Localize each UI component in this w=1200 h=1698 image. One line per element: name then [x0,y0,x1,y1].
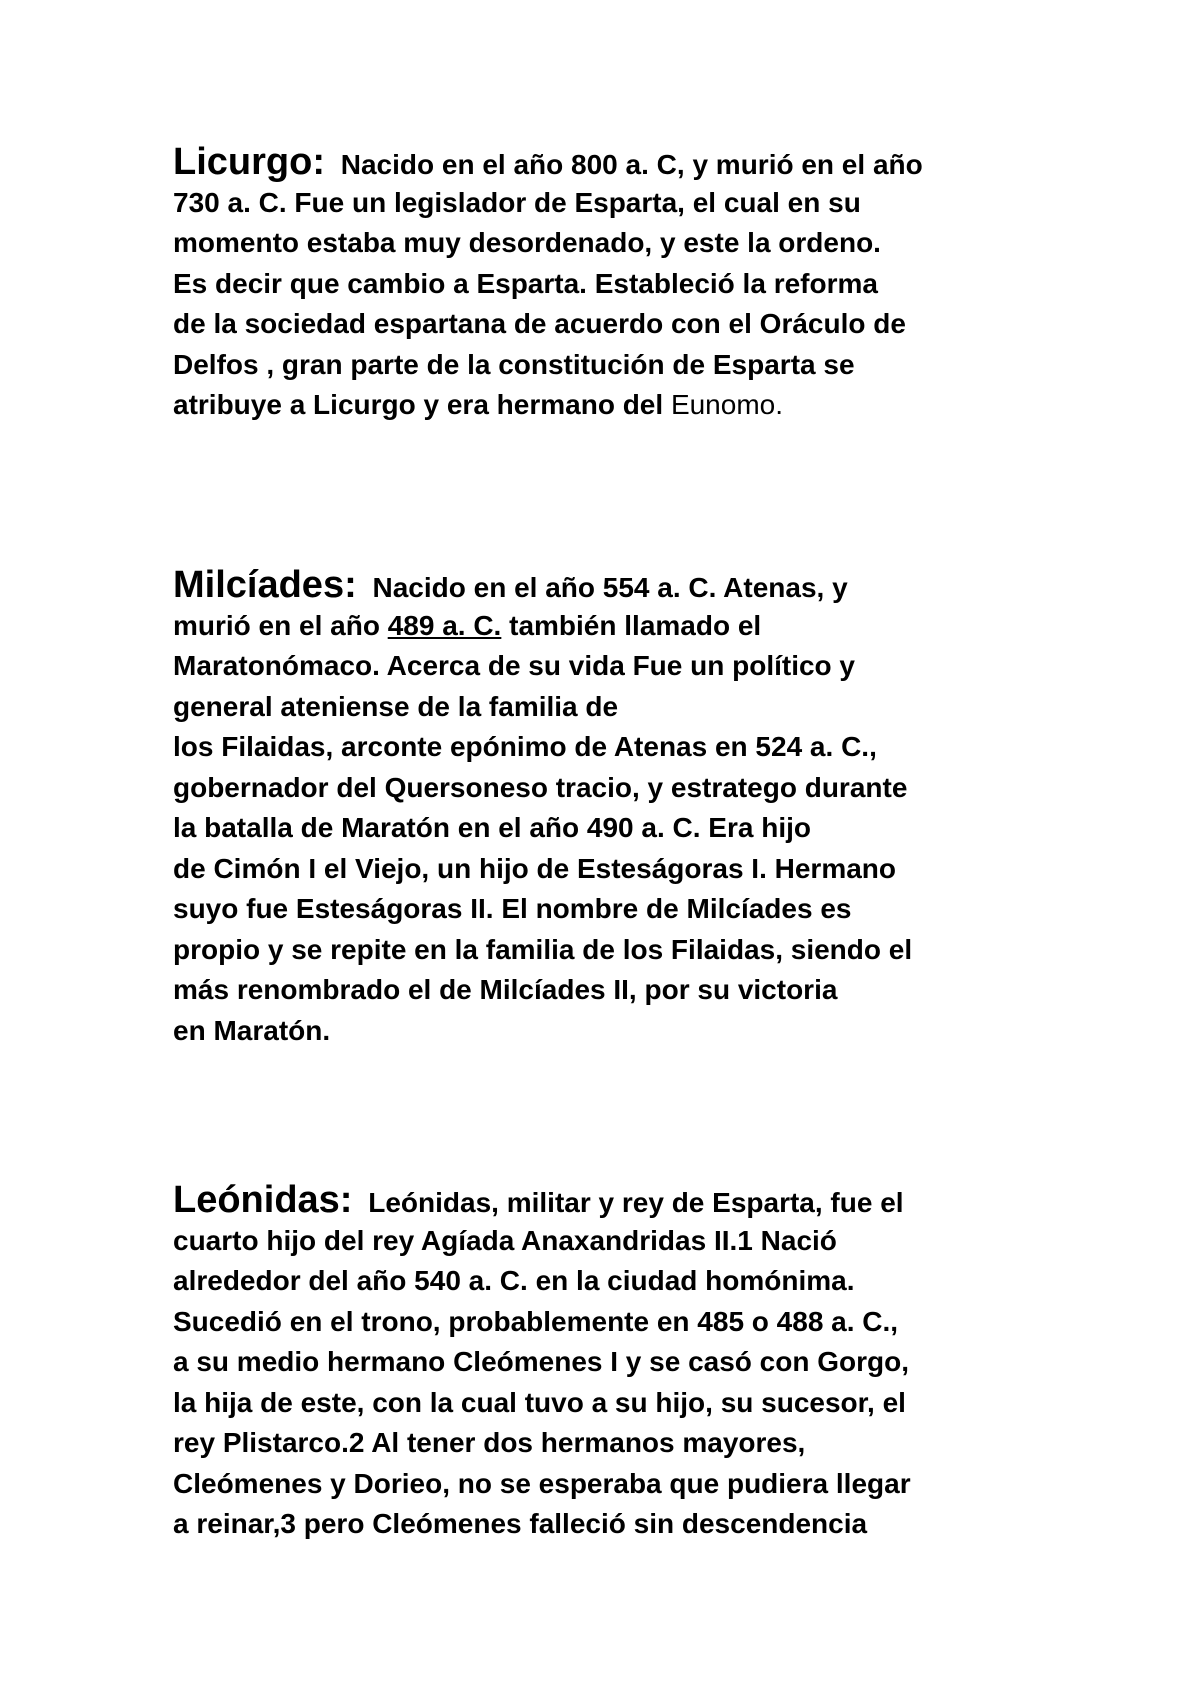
paragraph-line [173,1180,1053,1221]
paragraph-line: gobernador del Quersoneso tracio, y estratego durante [173,771,908,803]
underlined-date: 489 a. C. [387,609,502,641]
paragraph-text: Leónidas, militar y rey de Esparta, fue el [360,1187,904,1218]
paragraph-text: atribuye a Licurgo y era hermano del [173,389,671,420]
paragraph-line: los Filaidas, arconte epónimo de Atenas en 524 a. C., [173,731,877,762]
paragraph-line: Es decir que cambio a Esparta. Estableció la reforma [173,267,878,299]
paragraph-line: de la sociedad espartana de acuerdo con el Oráculo de [173,308,906,339]
paragraph-text: Nacido en el año 554 a. C. Atenas, y [364,572,848,603]
paragraph-line: más renombrado el de Milcíades II, por su victoria [173,974,838,1005]
paragraph-line: Maratonómaco. Acerca de su vida Fue un político y [173,650,856,681]
paragraph-text: murió en el año [173,609,388,641]
section-milciades [173,565,1053,1051]
paragraph-text: también llamado el [501,609,762,641]
section-heading: Milcíades: [173,564,357,606]
paragraph-text: Nacido en el año 800 a. C, y murió en el año [332,149,923,180]
section-heading: Licurgo: [173,141,325,183]
regular-weight-word: Eunomo. [670,389,784,420]
paragraph-line: general ateniense de la familia de [173,690,619,722]
paragraph-line [173,385,1053,426]
paragraph-line: 730 a. C. Fue un legislador de Esparta, el cual en su [173,186,861,218]
section-heading: Leónidas: [173,1179,353,1221]
paragraph-line: alrededor del año 540 a. C. en la ciudad homónima. [173,1265,855,1296]
paragraph-line: de Cimón I el Viejo, un hijo de Esteságoras I. Hermano [173,852,896,884]
paragraph-line: la batalla de Maratón en el año 490 a. C. Era hijo [173,812,811,843]
paragraph-line: suyo fue Esteságoras II. El nombre de Milcíades es [173,893,852,924]
paragraph-line: la hija de este, con la cual tuvo a su hijo, su sucesor, el [173,1386,906,1418]
paragraph-line: momento estaba muy desordenado, y este la ordeno. [173,227,881,258]
paragraph-line: a su medio hermano Cleómenes I y se casó con Gorgo, [173,1346,909,1377]
paragraph-line: Delfos , gran parte de la constitución de Esparta se [173,348,855,380]
paragraph-line: cuarto hijo del rey Agíada Anaxandridas II.1 Nació [173,1224,837,1256]
section-licurgo [173,142,1053,426]
paragraph-line [173,142,1053,183]
paragraph-line: Sucedió en el trono, probablemente en 485 o 488 a. C., [173,1305,899,1337]
paragraph-line [173,565,1053,606]
paragraph-line [173,606,1053,647]
paragraph-line: Cleómenes y Dorieo, no se esperaba que pudiera llegar [173,1467,911,1499]
paragraph-line: propio y se repite en la familia de los Filaidas, siendo el [173,933,913,965]
paragraph-line: en Maratón. [173,1014,331,1046]
paragraph-line: rey Plistarco.2 Al tener dos hermanos mayores, [173,1427,806,1458]
paragraph-line: a reinar,3 pero Cleómenes falleció sin descendencia [173,1508,868,1539]
section-leonidas [173,1180,1053,1545]
